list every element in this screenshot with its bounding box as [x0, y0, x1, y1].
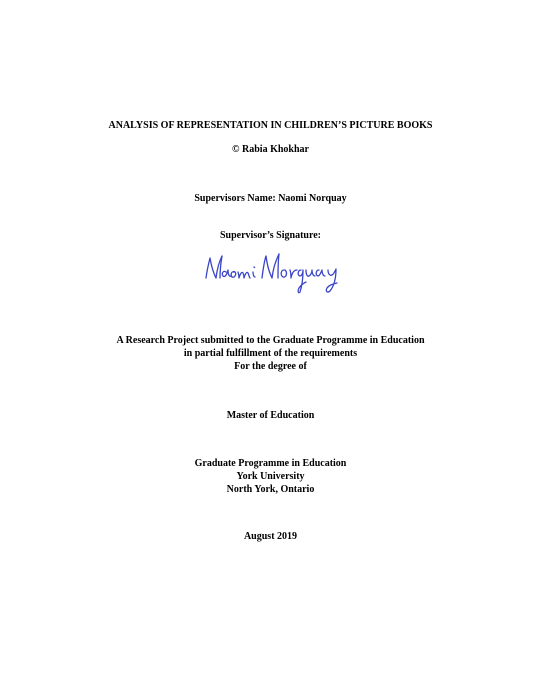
- submission-line-1: A Research Project submitted to the Graduate Programme in Education: [116, 335, 425, 346]
- institution-university: York University: [236, 471, 305, 482]
- handwritten-signature: [200, 248, 342, 296]
- submission-line-2: in partial fulfillment of the requirements: [183, 348, 358, 359]
- author-copyright: © Rabia Khokhar: [232, 144, 309, 155]
- institution-programme: Graduate Programme in Education: [194, 458, 347, 469]
- degree-name: Master of Education: [226, 410, 315, 421]
- document-title: ANALYSIS OF REPRESENTATION IN CHILDREN’S PICTURE BOOKS: [108, 120, 433, 131]
- institution-location: North York, Ontario: [226, 484, 315, 495]
- supervisor-signature-label: Supervisor’s Signature:: [219, 230, 322, 241]
- supervisor-name: Supervisors Name: Naomi Norquay: [194, 193, 347, 204]
- submission-date: August 2019: [243, 531, 298, 542]
- submission-line-3: For the degree of: [234, 361, 307, 372]
